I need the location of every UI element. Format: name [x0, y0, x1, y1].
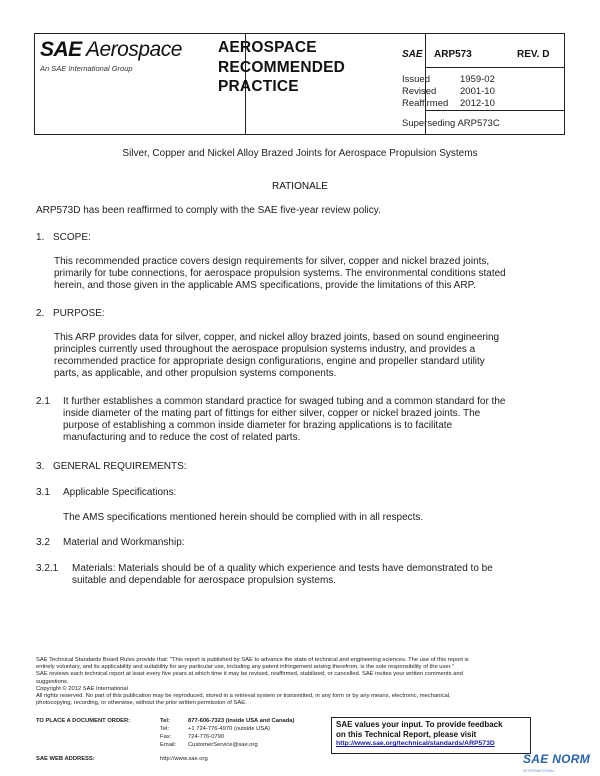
feedback-line: SAE values your input. To provide feedback [336, 720, 503, 729]
footer-line: photocopying, recording, or otherwise, without the prior written permission of SAE. [36, 700, 247, 707]
reaffirmed-value: 2012-10 [460, 98, 495, 109]
title-line: PRACTICE [218, 78, 299, 95]
purpose-paragraph [54, 332, 499, 380]
superseding-note: Superseding ARP573C [402, 118, 500, 129]
title-line: AEROSPACE [218, 39, 317, 56]
section-number: 3.1 [36, 487, 50, 498]
issued-label: Issued [402, 74, 430, 85]
doc-sae-mark: SAE [402, 49, 423, 60]
footer-line: suggestions. [36, 678, 69, 685]
rationale-heading: RATIONALE [272, 181, 328, 192]
text-line: primarily for tube connections, for aerospace propulsion systems. The environmental conditions stated [54, 268, 506, 279]
section-number: 2. [36, 308, 45, 319]
text-line: It further establishes a common standard practice for swaged tubing and a common standard for the [63, 396, 506, 407]
subsection-heading: Applicable Specifications: [63, 487, 177, 498]
text-line: suitable and dependable for aerospace propulsion systems. [72, 575, 337, 586]
section-number: 3.2.1 [36, 563, 59, 574]
section-number: 2.1 [36, 396, 50, 407]
contact-label: Email: [160, 742, 177, 748]
subsection-paragraph [63, 396, 505, 444]
contact-value: 724-776-0790 [188, 734, 225, 740]
footer-policy [36, 657, 568, 707]
issued-value: 1959-02 [460, 74, 495, 85]
contact-value: +1 724-776-4970 (outside USA) [188, 726, 271, 732]
section-number: 3.2 [36, 537, 50, 548]
watermark-logo: SAE NORM [523, 752, 591, 766]
contact-label: Tel: [160, 726, 170, 732]
revised-label: Revised [402, 86, 437, 97]
header-row-divider [425, 67, 564, 68]
section-number: 1. [36, 232, 45, 243]
text-line: This recommended practice covers design requirements for silver, copper and nickel brazed joints, [54, 256, 490, 267]
feedback-line: on this Technical Report, please visit [336, 729, 477, 739]
contact-email: CustomerService@sae.org [188, 742, 258, 748]
document-type-title [218, 38, 345, 97]
logo-aerospace: Aerospace [86, 38, 182, 61]
order-label: TO PLACE A DOCUMENT ORDER: [36, 718, 131, 724]
feedback-link[interactable]: http://www.sae.org/technical/standards/ARP573D [336, 740, 495, 747]
section-heading-general: GENERAL REQUIREMENTS: [53, 461, 187, 472]
contact-label: Fax: [160, 734, 172, 740]
section-heading-scope: SCOPE: [53, 232, 91, 243]
rationale-text: ARP573D has been reaffirmed to comply with the SAE five-year review policy. [36, 205, 381, 216]
text-line: recommended practice for appropriate design configurations, engine and propeller standard utility [54, 356, 485, 367]
footer-line: SAE Technical Standards Board Rules provide that: "This report is published by SAE to advance the state of technical and engineering sciences. The use of this report is [36, 657, 469, 663]
revised-value: 2001-10 [460, 86, 495, 97]
subsection-text: The AMS specifications mentioned herein should be complied with in all respects. [63, 512, 424, 523]
text-line: This ARP provides data for silver, copper, and nickel alloy brazed joints, based on sound engineering [54, 332, 500, 343]
doc-number: ARP573 [434, 49, 472, 60]
text-line: Materials: Materials should be of a quality which experience and tests have demonstrated to be [72, 563, 493, 574]
contact-label: Tel: [160, 718, 170, 724]
web-label: SAE WEB ADDRESS: [36, 756, 95, 762]
feedback-box [331, 717, 531, 754]
text-line: inside diameter of the mating part of fittings for either silver, copper or nickel brazed joints. The [63, 408, 481, 419]
contact-value: 877-606-7323 (inside USA and Canada) [188, 718, 295, 724]
footer-line: Copyright © 2012 SAE International [36, 685, 128, 692]
section-heading-purpose: PURPOSE: [53, 308, 105, 319]
text-line: principles currently used throughout the aerospace propulsion systems industry, and provides a [54, 344, 476, 355]
subsection-heading: Material and Workmanship: [63, 537, 185, 548]
reaffirmed-label: Reaffirmed [402, 98, 449, 109]
doc-revision: REV. D [517, 49, 550, 60]
footer-line: entirely voluntary, and its applicability and suitability for any particular use, including any patent infringement arising therefrom, is the sole responsibility of the user." [36, 664, 454, 671]
header-row-divider [425, 110, 564, 111]
section-number: 3. [36, 461, 45, 472]
footer-line: SAE reviews each technical report at least every five years at which time it may be revised, reaffirmed, stabilized, or cancelled. SAE invites your written comments and [36, 671, 463, 678]
web-address: http://www.sae.org [160, 756, 208, 762]
logo-subtitle: An SAE International Group [40, 64, 133, 73]
scope-paragraph [54, 256, 506, 292]
text-line: purpose of establishing a common inside diameter for brazing applications is to facilitate [63, 420, 453, 431]
text-line: herein, and those given in the applicable AMS specifications, provide the limitations of this ARP. [54, 280, 476, 291]
watermark-subtitle: INTERNATIONAL [523, 768, 555, 773]
text-line: parts, as applicable, and other propulsion systems components. [54, 368, 337, 379]
title-line: RECOMMENDED [218, 58, 346, 76]
document-title: Silver, Copper and Nickel Alloy Brazed Joints for Aerospace Propulsion Systems [122, 148, 478, 159]
footer-line: All rights reserved. No part of this publication may be reproduced, stored in a retrieval system or transmitted, in any form or by any means, electronic, mechanical, [36, 693, 451, 700]
logo-sae: SAE [40, 38, 82, 61]
text-line: manufacturing and to reduce the cost of related parts. [63, 432, 301, 443]
subsection-paragraph [72, 563, 493, 587]
